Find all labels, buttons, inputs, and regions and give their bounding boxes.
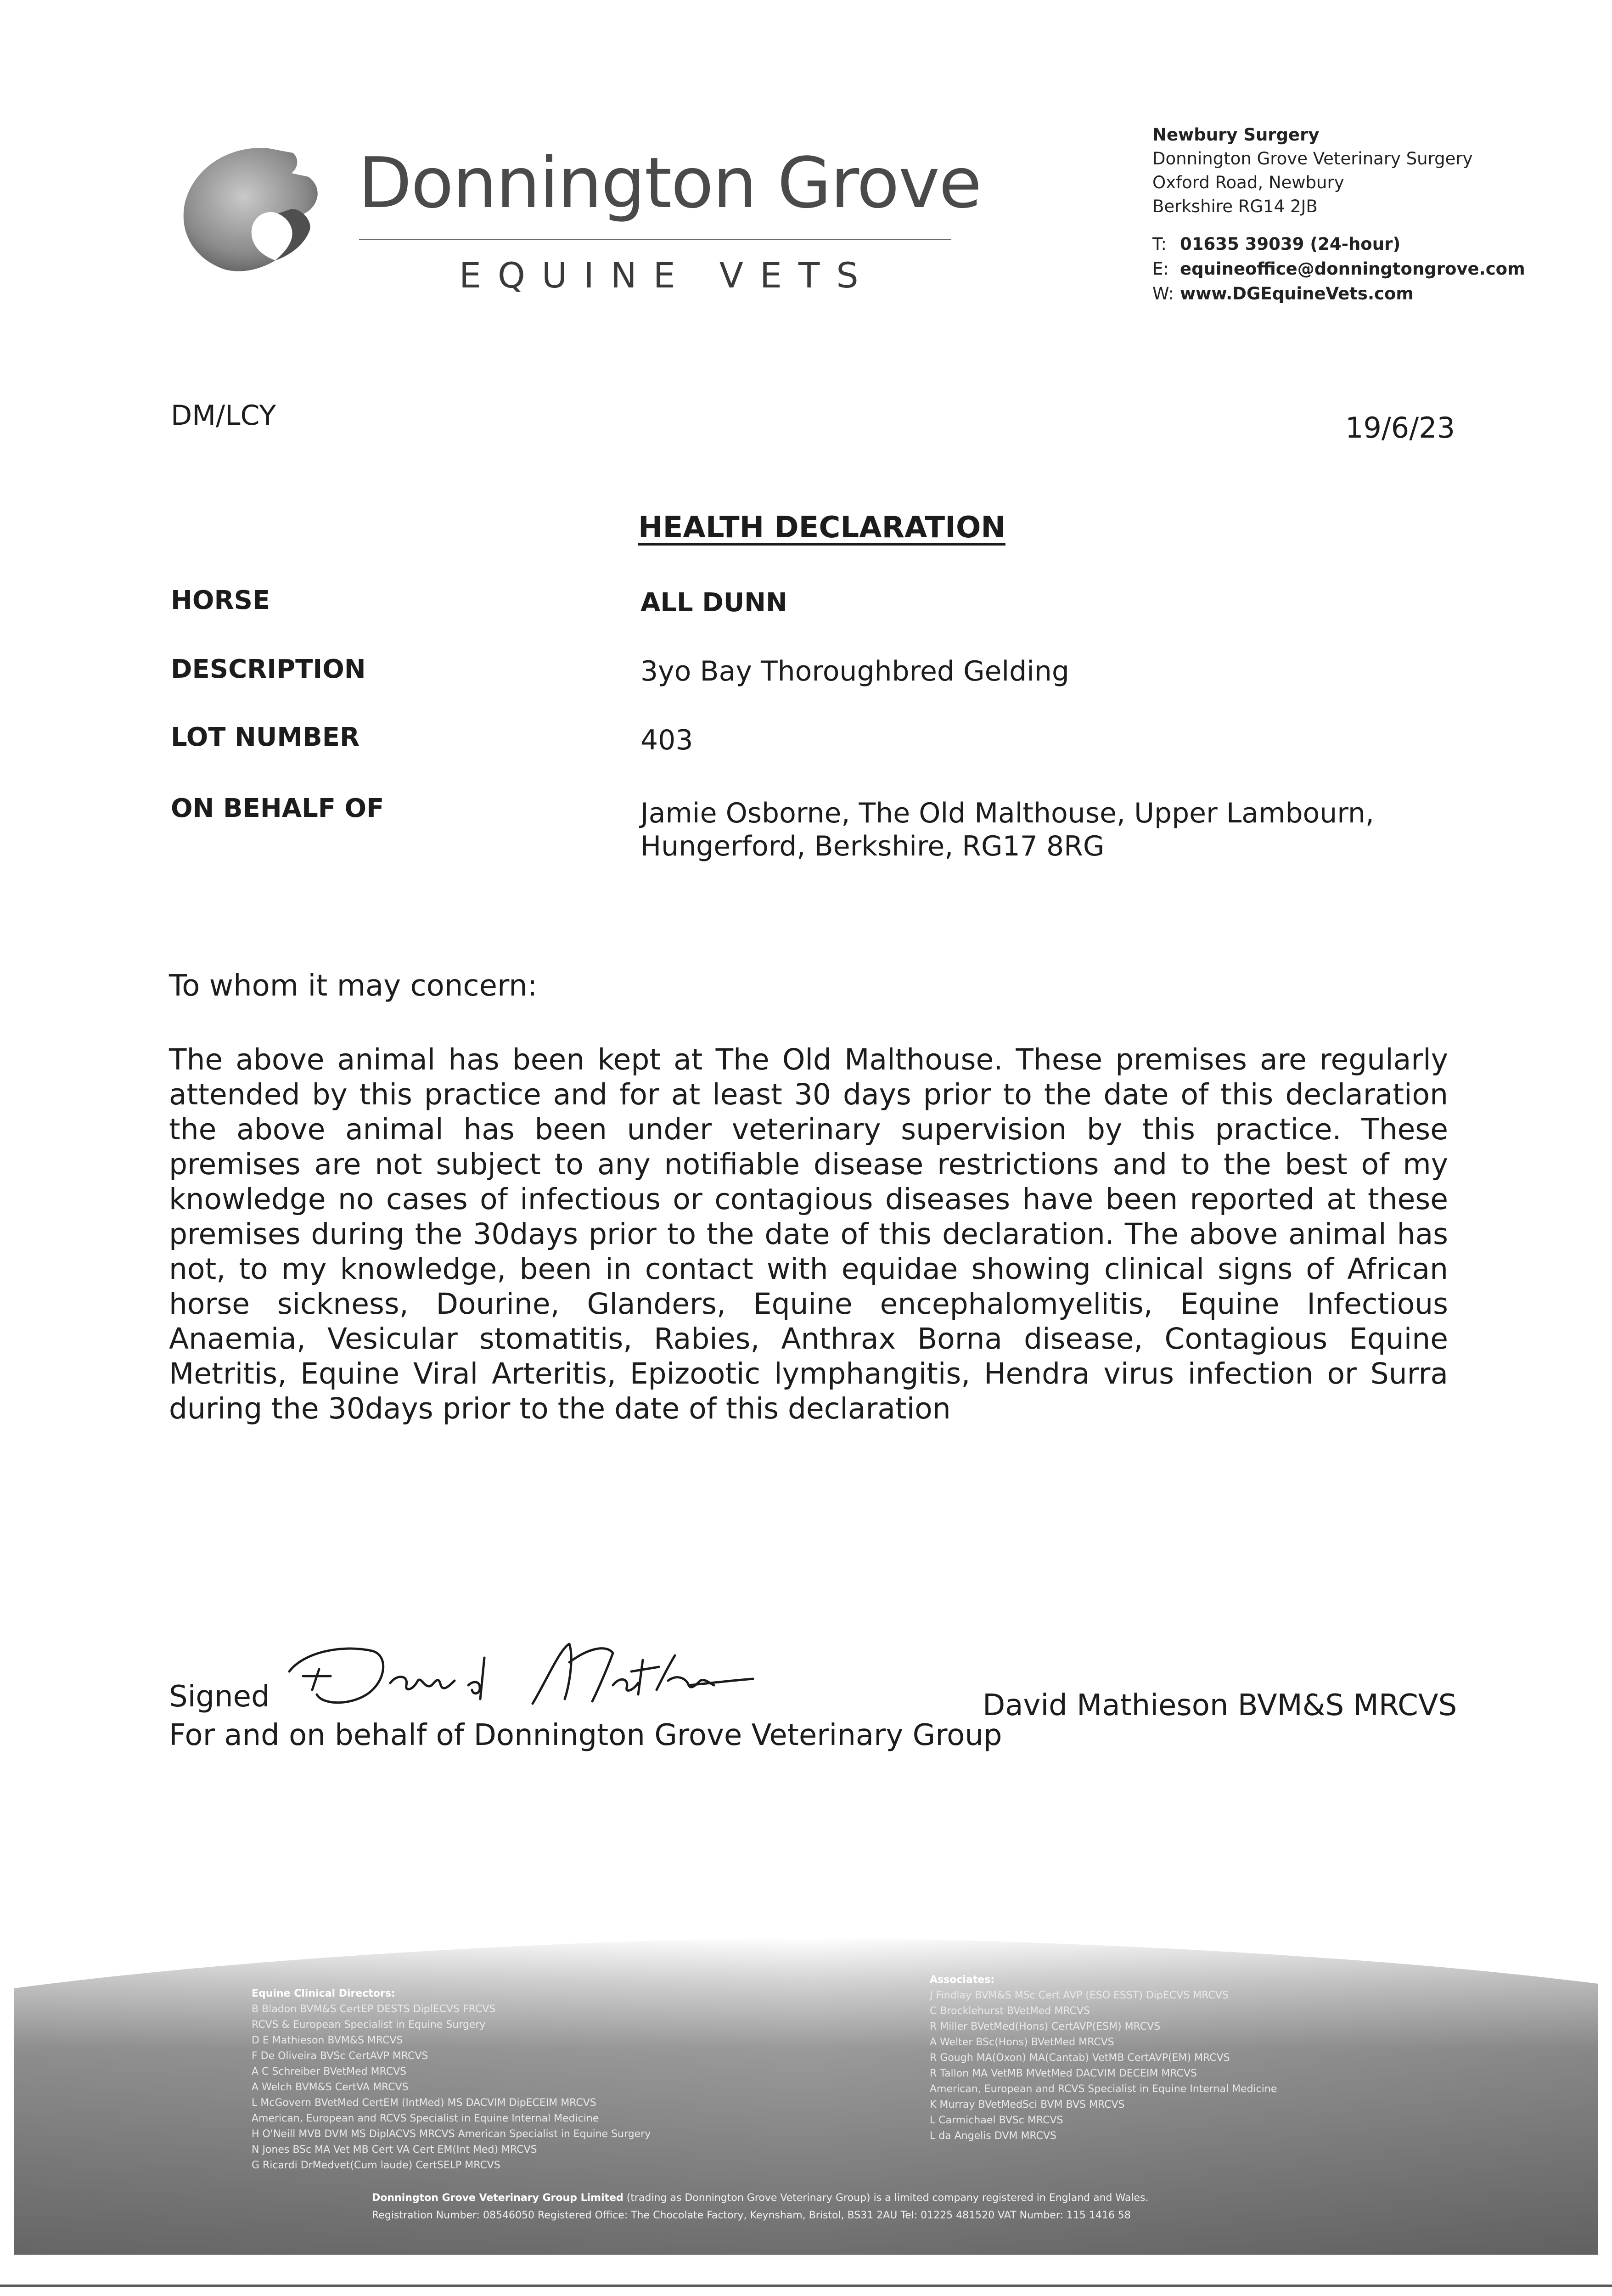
horse-label: HORSE (171, 585, 270, 615)
associate-entry: A Welter BSc(Hons) BVetMed MRCVS (930, 2037, 1114, 2048)
on-behalf-of-line: Hungerford, Berkshire, RG17 8RG (640, 830, 1105, 862)
company-footer (372, 2189, 1148, 2224)
director-entry: F De Oliveira BVSc CertAVP MRCVS (252, 2050, 428, 2062)
lot-number-label: LOT NUMBER (171, 722, 360, 752)
address-line: Berkshire RG14 2JB (1152, 197, 1318, 216)
contact-value[interactable]: www.DGEquineVets.com (1180, 284, 1414, 304)
director-entry: N Jones BSc MA Vet MB Cert VA Cert EM(Int Med) MRCVS (252, 2144, 537, 2155)
company-line: (trading as Donnington Grove Veterinary Group) is a limited company registered in England and Wales. (626, 2192, 1149, 2204)
contact-key: W: (1152, 284, 1174, 304)
directors-heading: Equine Clinical Directors: (252, 1988, 395, 1999)
registration-line: Registration Number: 08546050 Registered Office: The Chocolate Factory, Keynsham, Bristol, BS31 2AU Tel: 01225 481520 VAT Number: 115 1416 58 (372, 2210, 1131, 2221)
director-entry: B Bladon BVM&S CertEP DESTS DiplECVS FRCVS (252, 2003, 496, 2015)
director-entry: D E Mathieson BVM&S MRCVS (252, 2035, 403, 2046)
contact-details (1152, 232, 1525, 306)
company-statement (372, 2189, 1148, 2207)
associate-entry: L Carmichael BVSc MRCVS (930, 2115, 1063, 2126)
address-line: Newbury Surgery (1152, 125, 1320, 145)
contact-phone (1152, 232, 1525, 257)
associate-entry: R Tallon MA VetMB MVetMed DACVIM DECEIM MRCVS (930, 2068, 1197, 2079)
brand-tagline: EQUINE VETS (459, 255, 875, 296)
associates-heading: Associates: (930, 1974, 995, 1986)
associate-entry: L da Angelis DVM MRCVS (930, 2130, 1056, 2142)
declaration-body: The above animal has been kept at The Old Malthouse. These premises are regularly attended by this practice and for at least 30 days prior to the date of this declaration the above animal has been under veterinary supervision by this practice. These premises are not subject to any notifiable disease restrictions and to the best of my knowledge no cases of infectious or contagious diseases have been reported at these premises during the 30days prior to the date of this declaration. The above animal has not, to my knowledge, been in contact with equidae showing clinical signs of African horse sickness, Dourine, Glanders, Equine encephalomyelitis, Equine Infectious Anaemia, Vesicular stomatitis, Rabies, Anthrax Borna disease, Contagious Equine Metritis, Equine Viral Arteritis, Epizootic lymphangitis, Hendra virus infection or Surra during the 30days prior to the date of this declaration (169, 1043, 1448, 1425)
on-behalf-of-line: Jamie Osborne, The Old Malthouse, Upper Lambourn, (640, 797, 1374, 829)
handwritten-signature (275, 1616, 758, 1727)
on-behalf-of-label: ON BEHALF OF (171, 793, 384, 823)
horse-head-logo-icon (174, 140, 331, 273)
contact-website (1152, 281, 1525, 306)
company-name: Donnington Grove Veterinary Group Limited (372, 2192, 623, 2204)
on-behalf-of-value (640, 797, 1374, 863)
contact-value[interactable]: equineoffice@donningtongrove.com (1180, 259, 1525, 279)
lot-number-value: 403 (640, 724, 693, 756)
contact-key: T: (1152, 234, 1167, 254)
signer-name: David Mathieson BVM&S MRCVS (983, 1688, 1457, 1722)
director-entry: American, European and RCVS Specialist in Equine Internal Medicine (252, 2113, 599, 2124)
associates-list (930, 1972, 1277, 2144)
director-entry: RCVS & European Specialist in Equine Surgery (252, 2019, 486, 2031)
document-title: HEALTH DECLARATION (638, 511, 1005, 545)
page-bottom-rule (0, 2285, 1612, 2287)
salutation: To whom it may concern: (169, 969, 538, 1003)
director-entry: G Ricardi DrMedvet(Cum laude) CertSELP MRCVS (252, 2160, 500, 2171)
director-entry: H O'Neill MVB DVM MS DiplACVS MRCVS American Specialist in Equine Surgery (252, 2128, 651, 2140)
associate-entry: K Murray BVetMedSci BVM BVS MRCVS (930, 2099, 1125, 2110)
associate-entry: R Gough MA(Oxon) MA(Cantab) VetMB CertAVP(EM) MRCVS (930, 2052, 1230, 2064)
reference: DM/LCY (171, 400, 276, 432)
director-entry: L McGovern BVetMed CertEM (IntMed) MS DACVIM DipECEIM MRCVS (252, 2097, 596, 2109)
associate-entry: J Findlay BVM&S MSc Cert AVP (ESO ESST) DipECVS MRCVS (930, 1990, 1229, 2001)
contact-key: E: (1152, 259, 1169, 279)
contact-email (1152, 257, 1525, 281)
address-line: Oxford Road, Newbury (1152, 173, 1344, 192)
letter-date: 19/6/23 (1345, 411, 1455, 445)
associate-entry: American, European and RCVS Specialist in Equine Internal Medicine (930, 2083, 1277, 2095)
directors-list (252, 1986, 651, 2173)
description-value: 3yo Bay Thoroughbred Gelding (640, 655, 1070, 687)
contact-value: 01635 39039 (24-hour) (1180, 234, 1401, 254)
surgery-address (1152, 123, 1473, 219)
associate-entry: C Brocklehurst BVetMed MRCVS (930, 2005, 1090, 2017)
signed-label: Signed (169, 1680, 270, 1714)
address-line: Donnington Grove Veterinary Surgery (1152, 149, 1473, 169)
associate-entry: R Miller BVetMed(Hons) CertAVP(ESM) MRCVS (930, 2021, 1161, 2032)
description-label: DESCRIPTION (171, 654, 366, 684)
brand-name: Donnington Grove (358, 142, 981, 224)
brand-divider (359, 239, 951, 240)
director-entry: A C Schreiber BVetMed MRCVS (252, 2066, 407, 2077)
horse-value: ALL DUNN (640, 588, 787, 618)
on-behalf-statement: For and on behalf of Donnington Grove Veterinary Group (169, 1718, 1002, 1752)
director-entry: A Welch BVM&S CertVA MRCVS (252, 2082, 409, 2093)
